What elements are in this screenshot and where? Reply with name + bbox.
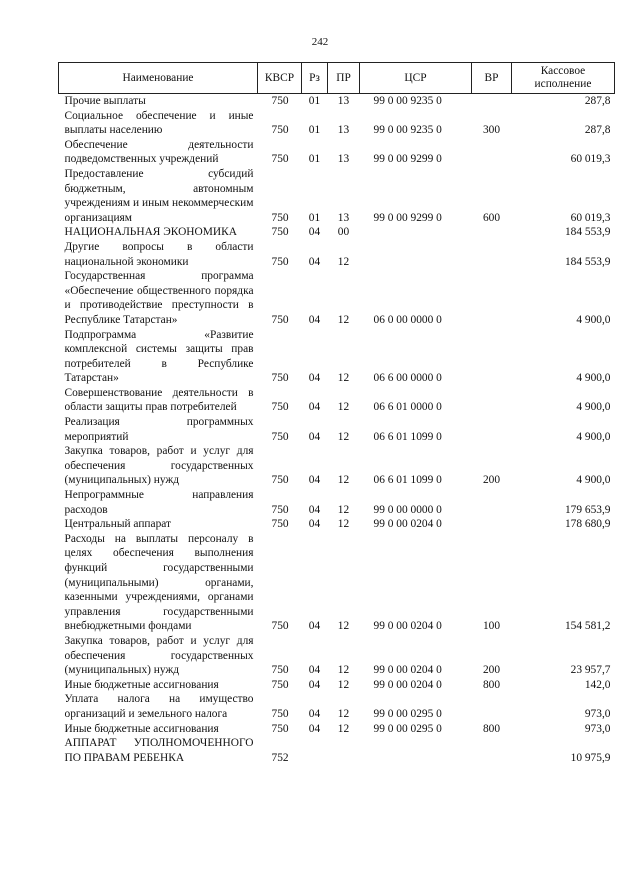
table-row <box>59 488 615 517</box>
column-header-kvsr: КВСР <box>258 63 302 94</box>
table-row <box>59 269 615 327</box>
table-cell-pr: 13 <box>337 124 350 137</box>
table-row <box>59 240 615 269</box>
column-header-vr: ВР <box>472 63 512 94</box>
table-cell-pr: 12 <box>337 430 350 443</box>
table-cell-rz: 04 <box>308 372 321 385</box>
table-cell-sum: 184 553,9 <box>564 255 611 268</box>
table-cell-pr: 13 <box>337 153 350 166</box>
table-cell-vr <box>472 517 512 532</box>
table-cell-csr: 99 0 00 0204 0 <box>373 664 442 677</box>
table-cell-pr: 12 <box>337 313 350 326</box>
table-cell-rz: 04 <box>308 503 321 516</box>
table-cell-vr: 200 <box>482 474 501 487</box>
table-row <box>59 722 615 737</box>
table-cell-kvsr: 750 <box>271 124 289 137</box>
table-cell-pr: 00 <box>337 226 350 239</box>
table-cell-vr <box>472 488 512 517</box>
table-row <box>59 109 615 138</box>
table-cell-rz: 04 <box>308 664 321 677</box>
budget-table <box>58 62 615 765</box>
table-cell-sum: 287,8 <box>584 124 611 137</box>
table-cell-name: Другие вопросы в области национальной экономики <box>64 240 254 268</box>
table-cell-vr <box>472 225 512 240</box>
table-cell-csr: 06 6 01 1099 0 <box>373 430 442 443</box>
table-cell-rz: 04 <box>308 226 321 239</box>
table-header <box>59 63 615 94</box>
table-cell-sum: 179 653,9 <box>564 503 611 516</box>
table-cell-csr: 99 0 00 0204 0 <box>373 620 442 633</box>
table-cell-name: Иные бюджетные ассигнования <box>64 722 219 735</box>
table-cell-vr <box>472 240 512 269</box>
table-cell-sum: 60 019,3 <box>570 211 611 224</box>
table-cell-sum: 287,8 <box>584 95 611 107</box>
table-cell-csr: 06 6 00 0000 0 <box>373 372 442 385</box>
table-cell-csr: 99 0 00 0204 0 <box>373 678 442 691</box>
table-cell-csr: 99 0 00 9299 0 <box>373 211 442 224</box>
table-cell-rz: 04 <box>308 255 321 268</box>
table-cell-csr <box>360 240 472 269</box>
table-row <box>59 444 615 488</box>
column-header-pr: ПР <box>328 63 360 94</box>
table-cell-vr <box>472 94 512 109</box>
table-cell-pr: 12 <box>337 503 350 516</box>
table-cell-vr <box>472 692 512 721</box>
column-header-sum: Кассовое исполнение <box>512 63 615 94</box>
table-cell-csr: 06 0 00 0000 0 <box>373 313 442 326</box>
table-cell-pr: 13 <box>337 211 350 224</box>
table-cell-vr: 200 <box>482 664 501 677</box>
table-cell-name: Центральный аппарат <box>64 518 172 531</box>
table-row <box>59 678 615 693</box>
table-cell-kvsr: 750 <box>271 620 289 633</box>
table-cell-csr <box>360 736 472 765</box>
table-cell-name: Обеспечение деятельности подведомственных учреждений <box>64 138 254 166</box>
column-header-csr: ЦСР <box>360 63 472 94</box>
table-cell-kvsr: 750 <box>271 503 289 516</box>
table-cell-kvsr: 750 <box>271 401 289 414</box>
table-cell-name: Реализация программных мероприятий <box>64 416 254 443</box>
table-row <box>59 386 615 415</box>
table-cell-kvsr: 750 <box>271 474 289 487</box>
table-cell-csr: 06 6 01 1099 0 <box>373 474 442 487</box>
table-cell-vr <box>472 138 512 167</box>
table-row <box>59 415 615 444</box>
table-cell-kvsr: 750 <box>271 255 289 268</box>
table-cell-csr: 99 0 00 0204 0 <box>373 518 442 531</box>
table-cell-pr: 12 <box>337 474 350 487</box>
table-cell-kvsr: 750 <box>271 226 289 239</box>
table-cell-rz: 04 <box>308 678 321 691</box>
table-cell-kvsr: 750 <box>271 153 289 166</box>
table-cell-vr: 100 <box>482 620 501 633</box>
table-cell-rz: 04 <box>308 620 321 633</box>
table-cell-sum: 142,0 <box>584 678 611 691</box>
table-cell-sum: 184 553,9 <box>564 226 611 239</box>
table-row <box>59 225 615 240</box>
table-row <box>59 634 615 678</box>
table-cell-name: Непрограммные направления расходов <box>64 489 254 516</box>
table-row <box>59 692 615 721</box>
table-cell-pr: 12 <box>337 620 350 633</box>
table-cell-sum: 973,0 <box>584 707 611 720</box>
table-cell-name: Предоставление субсидий бюджетным, автономным учреждениям и иным некоммерческим организациям <box>64 167 254 224</box>
table-cell-csr: 99 0 00 9299 0 <box>373 153 442 166</box>
table-row <box>59 167 615 225</box>
table-cell-sum: 178 680,9 <box>564 518 611 531</box>
table-cell-rz: 04 <box>308 518 321 531</box>
table-cell-name: Совершенствование деятельности в области защиты прав потребителей <box>64 386 254 414</box>
table-cell-rz: 01 <box>308 124 321 137</box>
table-cell-sum: 60 019,3 <box>570 153 611 166</box>
table-cell-kvsr: 750 <box>271 430 289 443</box>
table-cell-kvsr: 750 <box>271 518 289 531</box>
table-cell-vr <box>472 415 512 444</box>
table-cell-pr: 12 <box>337 372 350 385</box>
table-cell-csr: 99 0 00 9235 0 <box>373 95 442 107</box>
table-cell-kvsr: 750 <box>271 678 289 691</box>
table-cell-vr: 300 <box>482 124 501 137</box>
table-cell-kvsr: 750 <box>271 313 289 326</box>
table-cell-vr: 800 <box>482 722 501 735</box>
table-cell-name: Уплата налога на имущество организаций и земельного налога <box>64 693 254 720</box>
table-cell-pr: 12 <box>337 401 350 414</box>
table-cell-csr: 99 0 00 0295 0 <box>373 722 442 735</box>
table-cell-kvsr: 750 <box>271 211 289 224</box>
table-cell-csr <box>360 225 472 240</box>
table-cell-name: Закупка товаров, работ и услуг для обеспечения государственных (муниципальных) нужд <box>64 445 254 487</box>
table-cell-rz: 01 <box>308 95 321 107</box>
table-cell-csr: 99 0 00 0000 0 <box>373 503 442 516</box>
table-cell-name: Государственная программа «Обеспечение общественного порядка и противодействие преступности в Республике Татарстан» <box>64 270 254 326</box>
table-cell-rz <box>302 736 328 765</box>
table-cell-rz: 04 <box>308 313 321 326</box>
table-cell-vr: 800 <box>482 678 501 691</box>
table-cell-pr: 12 <box>337 722 350 735</box>
table-cell-pr: 12 <box>337 255 350 268</box>
table-cell-vr <box>472 736 512 765</box>
table-cell-rz: 04 <box>308 474 321 487</box>
table-cell-rz: 01 <box>308 153 321 166</box>
table-cell-sum: 154 581,2 <box>564 620 611 633</box>
table-cell-sum: 4 900,0 <box>576 313 611 326</box>
table-row <box>59 328 615 386</box>
table-cell-rz: 04 <box>308 707 321 720</box>
table-cell-name: Закупка товаров, работ и услуг для обеспечения государственных (муниципальных) нужд <box>64 634 254 677</box>
table-cell-rz: 04 <box>308 722 321 735</box>
table-cell-sum: 4 900,0 <box>576 430 611 443</box>
table-cell-name: Прочие выплаты <box>64 95 146 107</box>
table-cell-kvsr: 750 <box>271 95 289 107</box>
table-cell-pr: 12 <box>337 664 350 677</box>
table-cell-kvsr: 750 <box>271 372 289 385</box>
table-row <box>59 517 615 532</box>
table-cell-csr: 99 0 00 9235 0 <box>373 124 442 137</box>
table-cell-name: Расходы на выплаты персоналу в целях обеспечения выполнения функций государственными (муниципальными) органами, казенными учреждениями, органами управления государственными внебюджетными фондами <box>64 532 254 633</box>
table-cell-pr: 12 <box>337 518 350 531</box>
table-cell-sum: 4 900,0 <box>576 401 611 414</box>
table-cell-vr <box>472 269 512 327</box>
table-cell-name: Иные бюджетные ассигнования <box>64 678 219 691</box>
table-cell-kvsr: 750 <box>271 722 289 735</box>
table-cell-name: Социальное обеспечение и иные выплаты населению <box>64 109 254 137</box>
table-cell-name: НАЦИОНАЛЬНАЯ ЭКОНОМИКА <box>64 226 237 239</box>
table-cell-vr <box>472 328 512 386</box>
table-cell-kvsr: 750 <box>271 707 289 720</box>
page-number: 242 <box>311 36 329 48</box>
table-cell-sum: 4 900,0 <box>576 474 611 487</box>
table-row <box>59 532 615 634</box>
table-cell-rz: 04 <box>308 401 321 414</box>
table-body <box>59 94 615 766</box>
table-cell-rz: 01 <box>308 211 321 224</box>
table-cell-sum: 4 900,0 <box>576 372 611 385</box>
table-cell-vr: 600 <box>482 211 501 224</box>
table-cell-pr: 13 <box>337 95 350 107</box>
table-cell-name: Подпрограмма «Развитие комплексной системы защиты прав потребителей в Республике Татарстан» <box>64 328 254 385</box>
table-row <box>59 94 615 109</box>
table-cell-sum: 973,0 <box>584 722 611 735</box>
table-cell-sum: 10 975,9 <box>570 751 611 764</box>
column-header-name: Наименование <box>59 63 258 94</box>
table-cell-rz: 04 <box>308 430 321 443</box>
table-row <box>59 736 615 765</box>
table-cell-kvsr: 752 <box>271 751 289 764</box>
table-cell-csr: 99 0 00 0295 0 <box>373 707 442 720</box>
column-header-rz: Рз <box>302 63 328 94</box>
table-cell-pr: 12 <box>337 707 350 720</box>
table-cell-pr <box>328 736 360 765</box>
table-cell-pr: 12 <box>337 678 350 691</box>
table-cell-vr <box>472 386 512 415</box>
table-cell-csr: 06 6 01 0000 0 <box>373 401 442 414</box>
table-cell-name: АППАРАТ УПОЛНОМОЧЕННОГО ПО ПРАВАМ РЕБЕНКА <box>64 737 254 764</box>
table-cell-kvsr: 750 <box>271 664 289 677</box>
table-row <box>59 138 615 167</box>
table-cell-sum: 23 957,7 <box>570 664 611 677</box>
